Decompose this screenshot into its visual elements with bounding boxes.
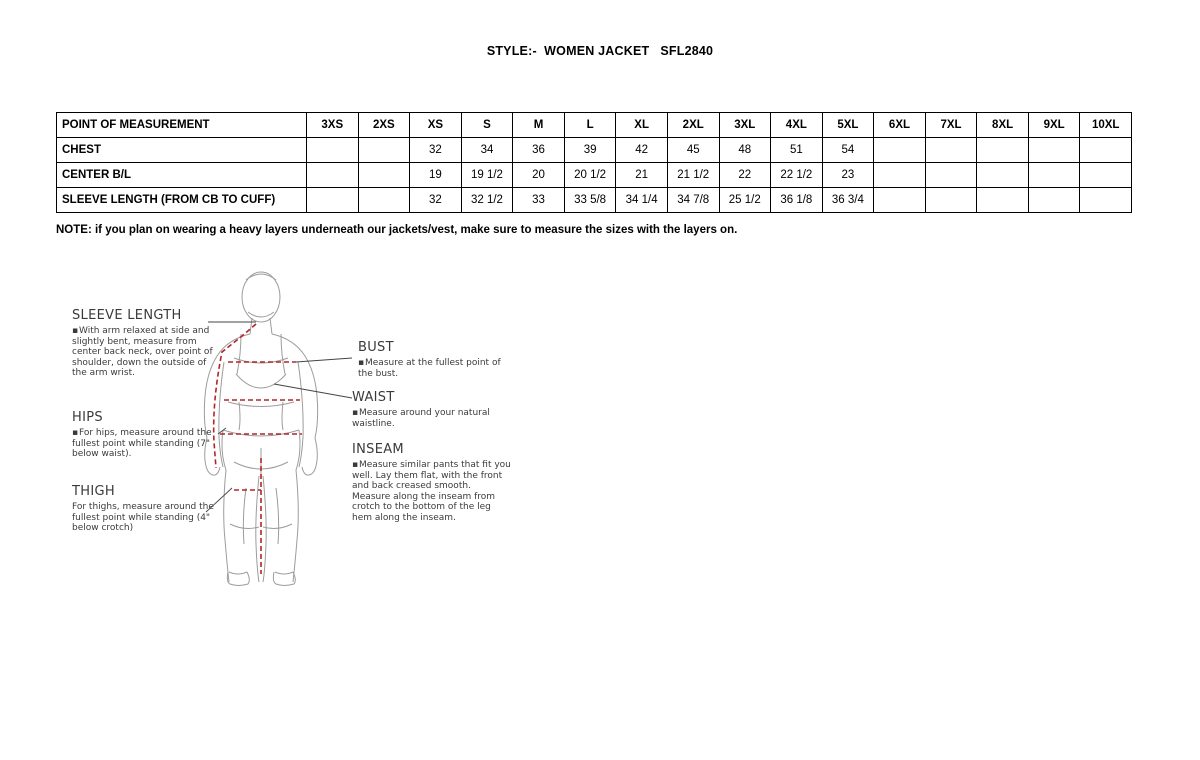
cell-chest-9xl bbox=[1028, 138, 1080, 163]
cell-centerbl-9xl bbox=[1028, 163, 1080, 188]
callout-body-inseam bbox=[352, 460, 512, 524]
cell-centerbl-xs: 19 bbox=[410, 163, 462, 188]
callout-hips bbox=[72, 410, 217, 460]
cell-sleeve-6xl bbox=[874, 188, 926, 213]
cell-chest-xl: 42 bbox=[616, 138, 668, 163]
callout-text: For hips, measure around the fullest point while standing (7" below waist). bbox=[72, 428, 212, 460]
callout-title-hips: HIPS bbox=[72, 410, 103, 425]
callout-inseam bbox=[352, 442, 512, 524]
cell-chest-2xs bbox=[358, 138, 410, 163]
table-row bbox=[57, 188, 1132, 213]
column-header-6xl: 6XL bbox=[874, 113, 926, 138]
column-header-l: L bbox=[564, 113, 616, 138]
callout-title-bust: BUST bbox=[358, 340, 394, 355]
cell-sleeve-10xl bbox=[1080, 188, 1132, 213]
table-row bbox=[57, 163, 1132, 188]
row-label-chest: CHEST bbox=[57, 138, 307, 163]
cell-sleeve-7xl bbox=[925, 188, 977, 213]
callout-text: Measure similar pants that fit you well. Lay them flat, with the front and back creased smooth. Measure along the inseam from crotch to the bottom of the leg hem along the inseam. bbox=[352, 460, 511, 523]
cell-chest-3xs bbox=[307, 138, 359, 163]
cell-chest-xs: 32 bbox=[410, 138, 462, 163]
callout-text: Measure around your natural waistline. bbox=[352, 408, 490, 429]
bullet-icon: ▪ bbox=[358, 358, 365, 368]
callout-waist bbox=[352, 390, 512, 429]
bullet-icon: ▪ bbox=[352, 408, 359, 418]
bullet-icon: ▪ bbox=[72, 428, 79, 438]
column-header-3xl: 3XL bbox=[719, 113, 771, 138]
cell-chest-3xl: 48 bbox=[719, 138, 771, 163]
column-header-2xs: 2XS bbox=[358, 113, 410, 138]
cell-sleeve-m: 33 bbox=[513, 188, 565, 213]
column-header-8xl: 8XL bbox=[977, 113, 1029, 138]
column-header-point-of-measurement: POINT OF MEASUREMENT bbox=[57, 113, 307, 138]
cell-centerbl-4xl: 22 1/2 bbox=[771, 163, 823, 188]
cell-centerbl-m: 20 bbox=[513, 163, 565, 188]
cell-sleeve-s: 32 1/2 bbox=[461, 188, 513, 213]
callout-sleeve-length bbox=[72, 308, 217, 379]
callout-body-thigh: For thighs, measure around the fullest point while standing (4" below crotch) bbox=[72, 502, 214, 534]
cell-centerbl-2xs bbox=[358, 163, 410, 188]
measurement-figure bbox=[56, 262, 576, 592]
column-header-7xl: 7XL bbox=[925, 113, 977, 138]
column-header-10xl: 10XL bbox=[1080, 113, 1132, 138]
cell-chest-10xl bbox=[1080, 138, 1132, 163]
bullet-icon: ▪ bbox=[352, 460, 359, 470]
cell-centerbl-8xl bbox=[977, 163, 1029, 188]
callout-text: Measure at the fullest point of the bust. bbox=[358, 358, 501, 379]
cell-chest-6xl bbox=[874, 138, 926, 163]
column-header-5xl: 5XL bbox=[822, 113, 874, 138]
row-label-sleeve-length: SLEEVE LENGTH (FROM CB TO CUFF) bbox=[57, 188, 307, 213]
cell-centerbl-l: 20 1/2 bbox=[564, 163, 616, 188]
cell-centerbl-7xl bbox=[925, 163, 977, 188]
column-header-xl: XL bbox=[616, 113, 668, 138]
callout-title-sleeve-length: SLEEVE LENGTH bbox=[72, 308, 182, 323]
cell-chest-8xl bbox=[977, 138, 1029, 163]
callout-body-hips bbox=[72, 428, 217, 460]
cell-sleeve-2xl: 34 7/8 bbox=[667, 188, 719, 213]
cell-centerbl-xl: 21 bbox=[616, 163, 668, 188]
cell-chest-2xl: 45 bbox=[667, 138, 719, 163]
cell-centerbl-s: 19 1/2 bbox=[461, 163, 513, 188]
cell-centerbl-5xl: 23 bbox=[822, 163, 874, 188]
cell-sleeve-xl: 34 1/4 bbox=[616, 188, 668, 213]
callout-bust bbox=[358, 340, 518, 379]
row-label-center-bl: CENTER B/L bbox=[57, 163, 307, 188]
cell-centerbl-6xl bbox=[874, 163, 926, 188]
cell-sleeve-2xs bbox=[358, 188, 410, 213]
cell-sleeve-8xl bbox=[977, 188, 1029, 213]
table-row bbox=[57, 138, 1132, 163]
cell-chest-5xl: 54 bbox=[822, 138, 874, 163]
cell-centerbl-2xl: 21 1/2 bbox=[667, 163, 719, 188]
cell-sleeve-xs: 32 bbox=[410, 188, 462, 213]
callout-text: With arm relaxed at side and slightly bent, measure from center back neck, over point of shoulder, down the outside of the arm wrist. bbox=[72, 326, 213, 379]
column-header-m: M bbox=[513, 113, 565, 138]
size-chart-table bbox=[56, 112, 1132, 213]
bullet-icon: ▪ bbox=[72, 326, 79, 336]
measurement-note: NOTE: if you plan on wearing a heavy layers underneath our jackets/vest, make sure to measure the sizes with the layers on. bbox=[56, 224, 738, 236]
column-header-xs: XS bbox=[410, 113, 462, 138]
cell-centerbl-3xl: 22 bbox=[719, 163, 771, 188]
callout-thigh bbox=[72, 484, 227, 534]
cell-chest-4xl: 51 bbox=[771, 138, 823, 163]
cell-chest-m: 36 bbox=[513, 138, 565, 163]
cell-sleeve-3xl: 25 1/2 bbox=[719, 188, 771, 213]
cell-centerbl-10xl bbox=[1080, 163, 1132, 188]
column-header-2xl: 2XL bbox=[667, 113, 719, 138]
column-header-9xl: 9XL bbox=[1028, 113, 1080, 138]
cell-sleeve-l: 33 5/8 bbox=[564, 188, 616, 213]
cell-chest-7xl bbox=[925, 138, 977, 163]
cell-sleeve-4xl: 36 1/8 bbox=[771, 188, 823, 213]
callout-body-sleeve-length bbox=[72, 326, 217, 379]
cell-chest-s: 34 bbox=[461, 138, 513, 163]
callout-title-thigh: THIGH bbox=[72, 484, 115, 499]
page-title: STYLE:- WOMEN JACKET SFL2840 bbox=[486, 44, 714, 58]
column-header-4xl: 4XL bbox=[771, 113, 823, 138]
callout-body-bust bbox=[358, 358, 518, 379]
cell-centerbl-3xs bbox=[307, 163, 359, 188]
cell-sleeve-9xl bbox=[1028, 188, 1080, 213]
callout-body-waist bbox=[352, 408, 512, 429]
cell-chest-l: 39 bbox=[564, 138, 616, 163]
cell-sleeve-3xs bbox=[307, 188, 359, 213]
table-header-row bbox=[57, 113, 1132, 138]
column-header-3xs: 3XS bbox=[307, 113, 359, 138]
column-header-s: S bbox=[461, 113, 513, 138]
callout-title-inseam: INSEAM bbox=[352, 442, 404, 457]
callout-title-waist: WAIST bbox=[352, 390, 395, 405]
cell-sleeve-5xl: 36 3/4 bbox=[822, 188, 874, 213]
